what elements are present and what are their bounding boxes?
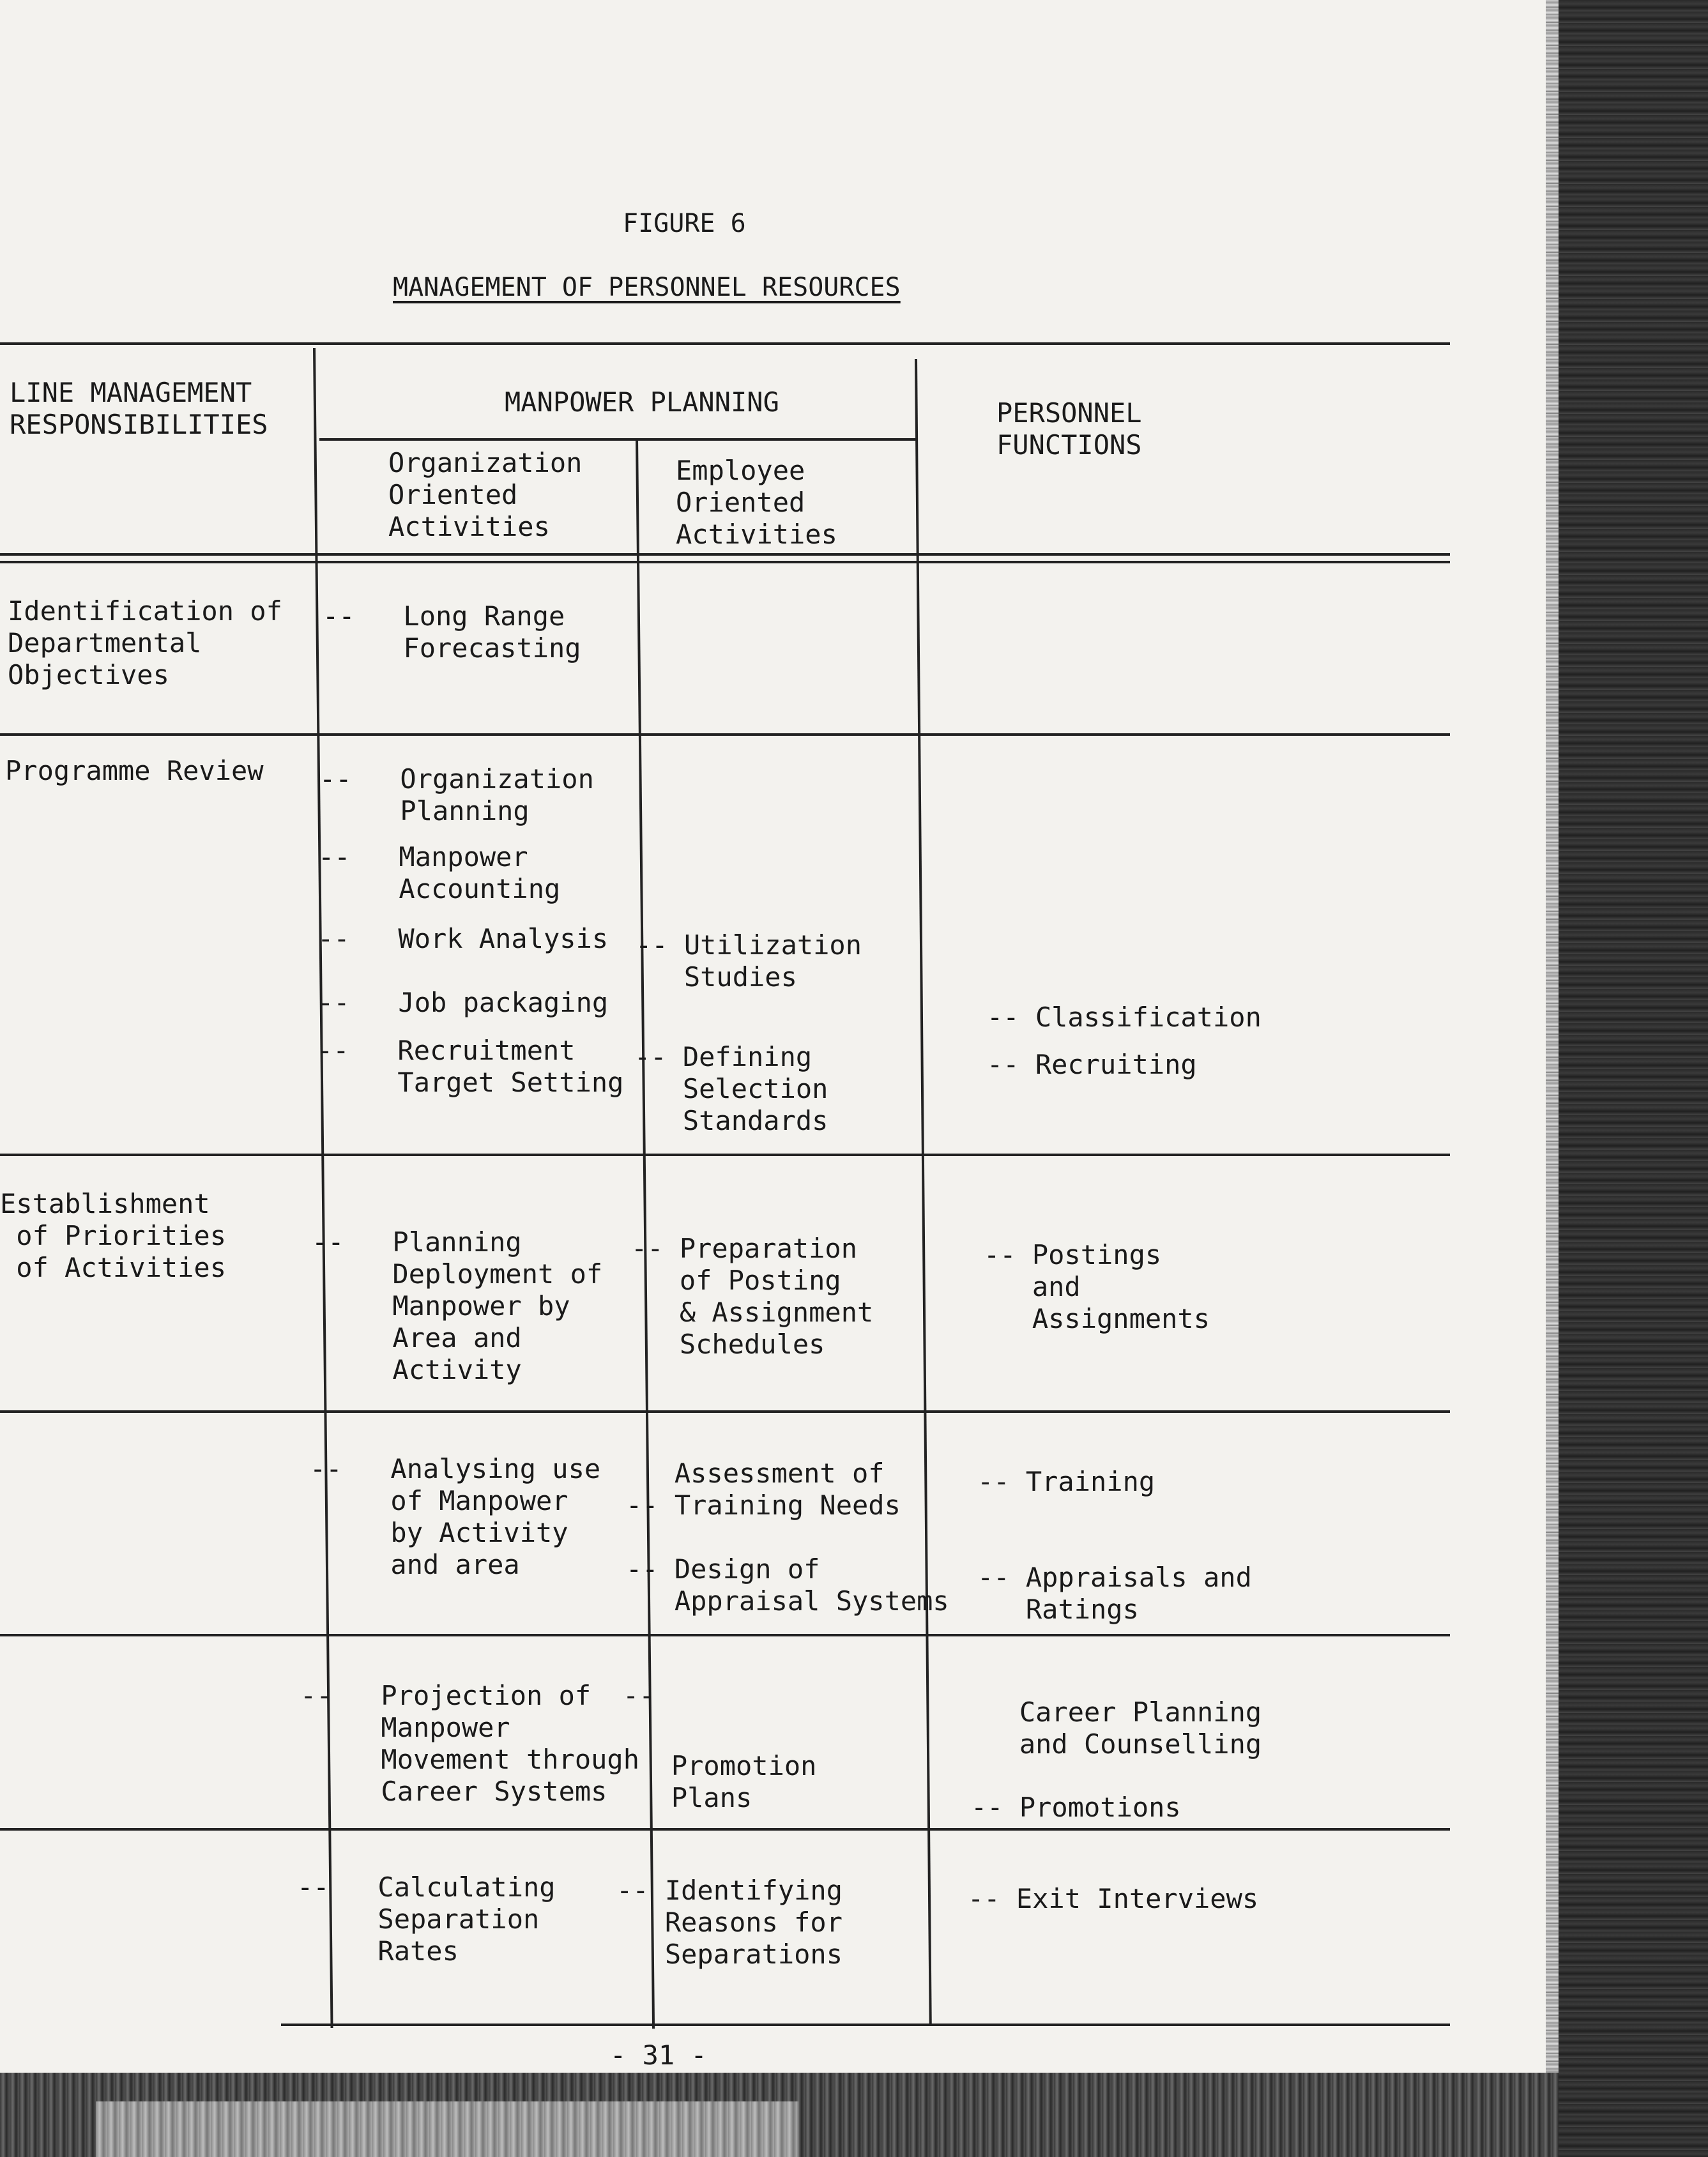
divider-emp-pers [915,359,932,2026]
rule-header-bottom-1 [0,553,1450,556]
header-employee-oriented: Employee Oriented Activities [676,455,837,550]
line-cell-priorities: Establishment of Priorities of Activities [0,1188,227,1283]
org-item-job-packaging: -- Job packaging [317,987,609,1018]
figure-label: FIGURE 6 [623,209,746,238]
page-number: - 31 - [610,2039,707,2071]
emp-item-dash: -- [623,1680,655,1711]
emp-item-identifying-reasons: -- Identifying Reasons for Separations [616,1875,843,1970]
header-personnel-functions: PERSONNEL FUNCTIONS [996,397,1142,461]
rule-top [0,342,1450,345]
binder-edge-right [1559,0,1708,2157]
emp-item-defining-selection: -- Defining Selection Standards [634,1041,828,1136]
emp-item-promotion-plans: Promotion Plans [671,1750,817,1813]
rule-row-5 [0,1828,1450,1831]
emp-item-assessment-training: Assessment of -- Training Needs [626,1458,901,1521]
org-item-long-range: -- Long Range Forecasting [323,600,581,664]
rule-row-4 [0,1634,1450,1636]
rule-row-2 [0,1154,1450,1156]
binder-edge-bottom-strip [96,2101,798,2157]
rule-header-bottom-2 [0,561,1450,563]
org-item-planning-deployment: -- Planning Deployment of Manpower by Area and Activity [312,1226,603,1385]
rule-row-3 [0,1410,1450,1413]
pers-item-postings: -- Postings and Assignments [984,1239,1210,1334]
emp-item-preparation-posting: -- Preparation of Posting & Assignment Schedules [631,1233,874,1360]
header-organization-oriented: Organization Oriented Activities [388,447,583,542]
org-item-manpower-accounting: -- Manpower Accounting [318,841,561,904]
org-item-analysing-use: -- Analysing use of Manpower by Activity and area [310,1453,601,1580]
line-cell-objectives: Identification of Departmental Objectives [8,595,282,690]
pers-item-exit-interviews: -- Exit Interviews [968,1883,1259,1914]
emp-item-design-appraisal: -- Design of Appraisal Systems [626,1553,949,1617]
figure-title: MANAGEMENT OF PERSONNEL RESOURCES [393,273,901,302]
pers-item-training: -- Training [977,1466,1155,1497]
pers-item-career-planning: Career Planning and Counselling [1019,1696,1262,1760]
emp-item-utilization: -- Utilization Studies [636,929,862,993]
rule-bottom [281,2024,1450,2026]
org-item-calculating-separation: -- Calculating Separation Rates [297,1871,556,1967]
pers-item-promotions: -- Promotions [971,1792,1181,1823]
org-item-recruitment-target: -- Recruitment Target Setting [317,1035,624,1098]
header-manpower-planning: MANPOWER PLANNING [505,386,779,418]
org-item-organization-planning: -- Organization Planning [319,763,594,827]
pers-item-recruiting: -- Recruiting [987,1049,1197,1080]
rule-manpower-under [319,438,917,441]
rule-row-1 [0,733,1450,736]
org-item-work-analysis: -- Work Analysis [317,923,609,954]
org-item-projection-manpower: -- Projection of Manpower Movement through Career Systems [300,1680,640,1807]
header-line-management: LINE MANAGEMENT RESPONSIBILITIES [10,377,268,440]
pers-item-appraisals-ratings: -- Appraisals and Ratings [977,1562,1252,1625]
pers-item-classification: -- Classification [987,1002,1262,1033]
line-cell-programme-review: Programme Review [5,755,264,786]
